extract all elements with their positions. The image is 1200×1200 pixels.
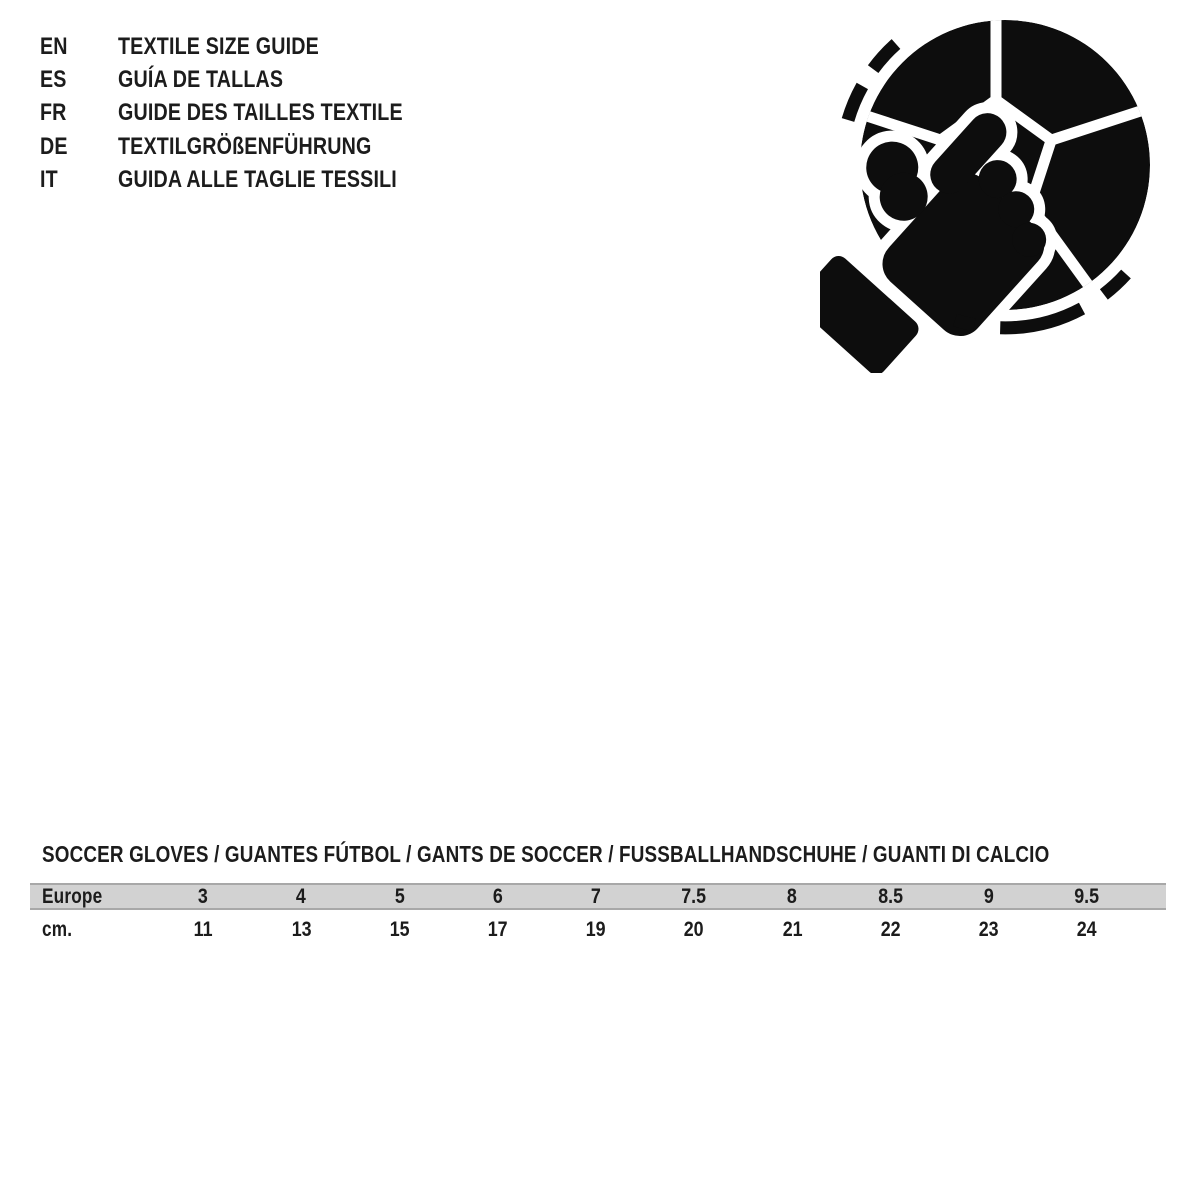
language-title: GUIDE DES TAILLES TEXTILE [118, 99, 403, 127]
glove-soccer-ball-icon [820, 8, 1165, 373]
cm-size: 23 [978, 918, 999, 941]
cm-size: 11 [193, 918, 213, 941]
table-row-cm [30, 916, 1166, 944]
language-title: TEXTILGRÖßENFÜHRUNG [118, 132, 372, 160]
cm-size: 24 [1076, 918, 1097, 941]
language-code: IT [40, 166, 58, 194]
cm-size: 22 [880, 918, 901, 941]
europe-size: 9.5 [1074, 884, 1100, 908]
europe-size: 6 [492, 884, 503, 908]
row-label-cm: cm. [42, 918, 73, 941]
glove-soccer-ball-svg [820, 8, 1165, 373]
europe-size: 4 [296, 884, 307, 908]
europe-size: 8 [787, 884, 798, 908]
language-row-it [40, 164, 465, 197]
cm-size: 15 [389, 918, 410, 941]
size-table-title: SOCCER GLOVES / GUANTES FÚTBOL / GANTS DE SOCCER / FUSSBALLHANDSCHUHE / GUANTI DI CALCIO [42, 841, 1050, 867]
language-row-es [40, 63, 465, 96]
language-row-en [40, 30, 465, 63]
language-row-fr [40, 97, 465, 130]
language-title: TEXTILE SIZE GUIDE [118, 32, 319, 60]
language-title-list [40, 30, 465, 197]
cm-size: 17 [487, 918, 508, 941]
table-row-europe [30, 883, 1166, 910]
language-row-de [40, 130, 465, 163]
language-code: ES [40, 66, 67, 94]
europe-size: 7 [590, 884, 601, 908]
cm-size: 20 [684, 918, 704, 941]
size-table [30, 883, 1166, 944]
europe-size: 3 [198, 884, 209, 908]
language-code: EN [40, 32, 68, 60]
language-title: GUIDA ALLE TAGLIE TESSILI [118, 166, 397, 194]
cm-size: 19 [585, 918, 606, 941]
language-title: GUÍA DE TALLAS [118, 66, 284, 94]
europe-size: 5 [394, 884, 405, 908]
row-label-europe: Europe [42, 884, 103, 908]
europe-size: 9 [983, 884, 994, 908]
europe-size: 7.5 [681, 884, 707, 908]
cm-size: 21 [782, 918, 803, 941]
europe-size: 8.5 [877, 884, 903, 908]
language-code: DE [40, 132, 68, 160]
cm-size: 13 [291, 918, 312, 941]
language-code: FR [40, 99, 67, 127]
